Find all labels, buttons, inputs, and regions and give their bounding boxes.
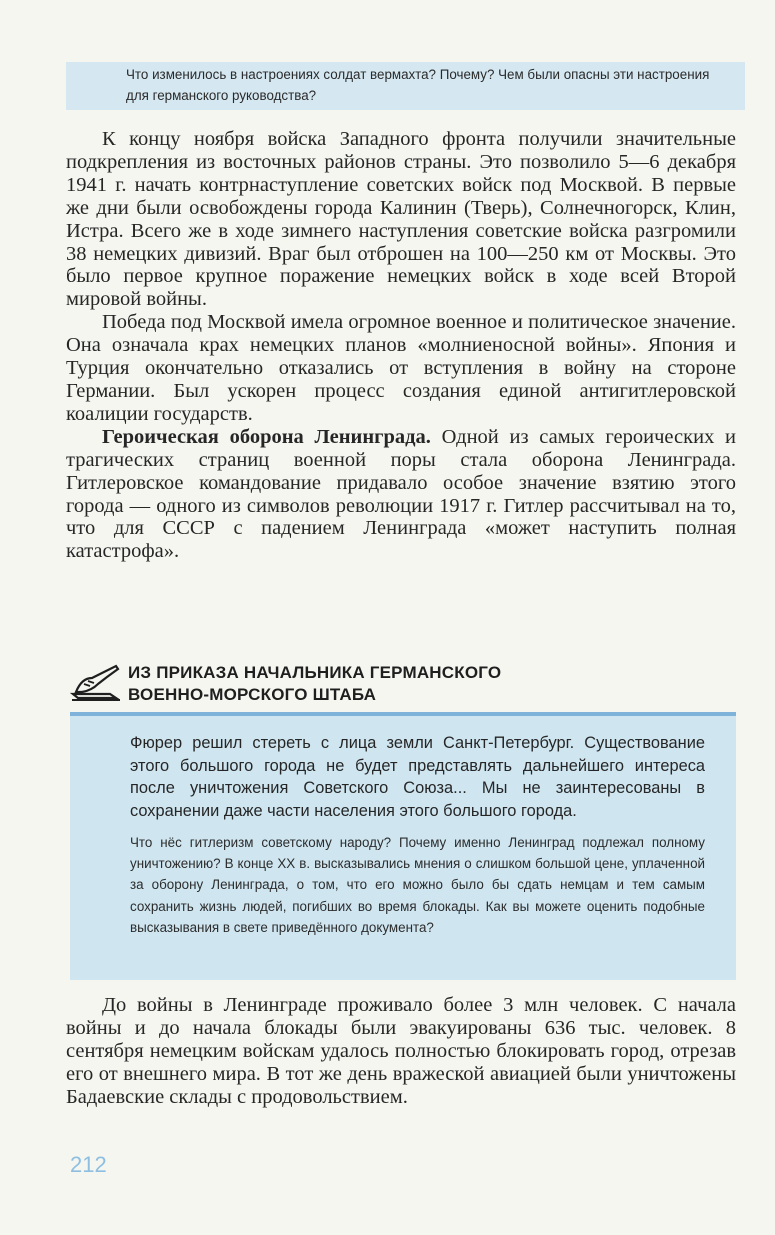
paragraph-leningrad-defense: [66, 426, 736, 563]
document-header: [70, 660, 740, 710]
paragraph-leningrad-text: Одной из самых героических и трагических страниц военной поры стала оборона Ленинграда. Гитлеровское командование придавало особое значение взятию этого города — одного из символов революции 1917 г. Гитлер рассчитывал на то, что для СССР с падением Ленинграда «может наступить полная катастрофа».: [66, 425, 736, 563]
paragraph-blockade: До войны в Ленинграде проживало более 3 млн человек. С начала войны и до начала блокады были эвакуированы 636 тыс. человек. 8 сентября немецким войскам удалось полностью блокировать город, отрезав его от внешнего мира. В тот же день вражеской авиацией были уничтожены Бадаевские склады с продовольствием.: [66, 994, 736, 1108]
document-title-line1: ИЗ ПРИКАЗА НАЧАЛЬНИКА ГЕРМАНСКОГО: [128, 663, 502, 682]
top-question-text: Что изменилось в настроениях солдат вермахта? Почему? Чем были опасны эти настроения для германского руководства?: [126, 67, 710, 103]
main-text-upper: [66, 128, 736, 563]
paragraph-counteroffensive: К концу ноября войска Западного фронта получили значительные подкрепления из восточных районов страны. Это позволило 5—6 декабря 1941 г. начать контрнаступление советских войск под Москвой. В первые же дни были освобождены города Калинин (Тверь), Солнечногорск, Клин, Истра. Всего же в ходе зимнего наступления советские войска разгромили 38 немецких дивизий. Враг был отброшен на 100—250 км от Москвы. Это было первое крупное поражение немецких войск в ходе всей Второй мировой войны.: [66, 128, 736, 311]
document-title-line2: ВОЕННО-МОРСКОГО ШТАБА: [128, 685, 377, 704]
document-title: [128, 662, 501, 706]
page-number: 212: [70, 1152, 107, 1177]
document-quote: Фюрер решил стереть с лица земли Санкт-Петербург. Существование этого большого города не будет представлять дальнейшего интереса после уничтожения Советского Союза... Мы не заинтересованы в сохранении даже части населения этого большого города.: [130, 734, 705, 820]
section-heading-leningrad: Героическая оборона Ленинграда.: [102, 425, 431, 448]
document-questions: Что нёс гитлеризм советскому народу? Почему именно Ленинград подлежал полному уничтожению? В конце XX в. высказывались мнения о слишком большой цене, уплаченной за оборону Ленинграда, о том, что его можно было бы сдать немцам и тем самым сохранить жизнь людей, погибших во время блокады. Как вы можете оценить подобные высказывания в свете приведённого документа?: [130, 835, 705, 935]
document-box: [70, 712, 736, 980]
writing-hand-icon: [70, 664, 122, 704]
paragraph-moscow-victory: Победа под Москвой имела огромное военное и политическое значение. Она означала крах немецких планов «молниеносной войны». Япония и Турция окончательно отказались от вступления в войну на стороне Германии. Был ускорен процесс создания единой антигитлеровской коалиции государств.: [66, 311, 736, 425]
top-question-box: [66, 62, 745, 110]
main-text-lower: [66, 994, 736, 1109]
